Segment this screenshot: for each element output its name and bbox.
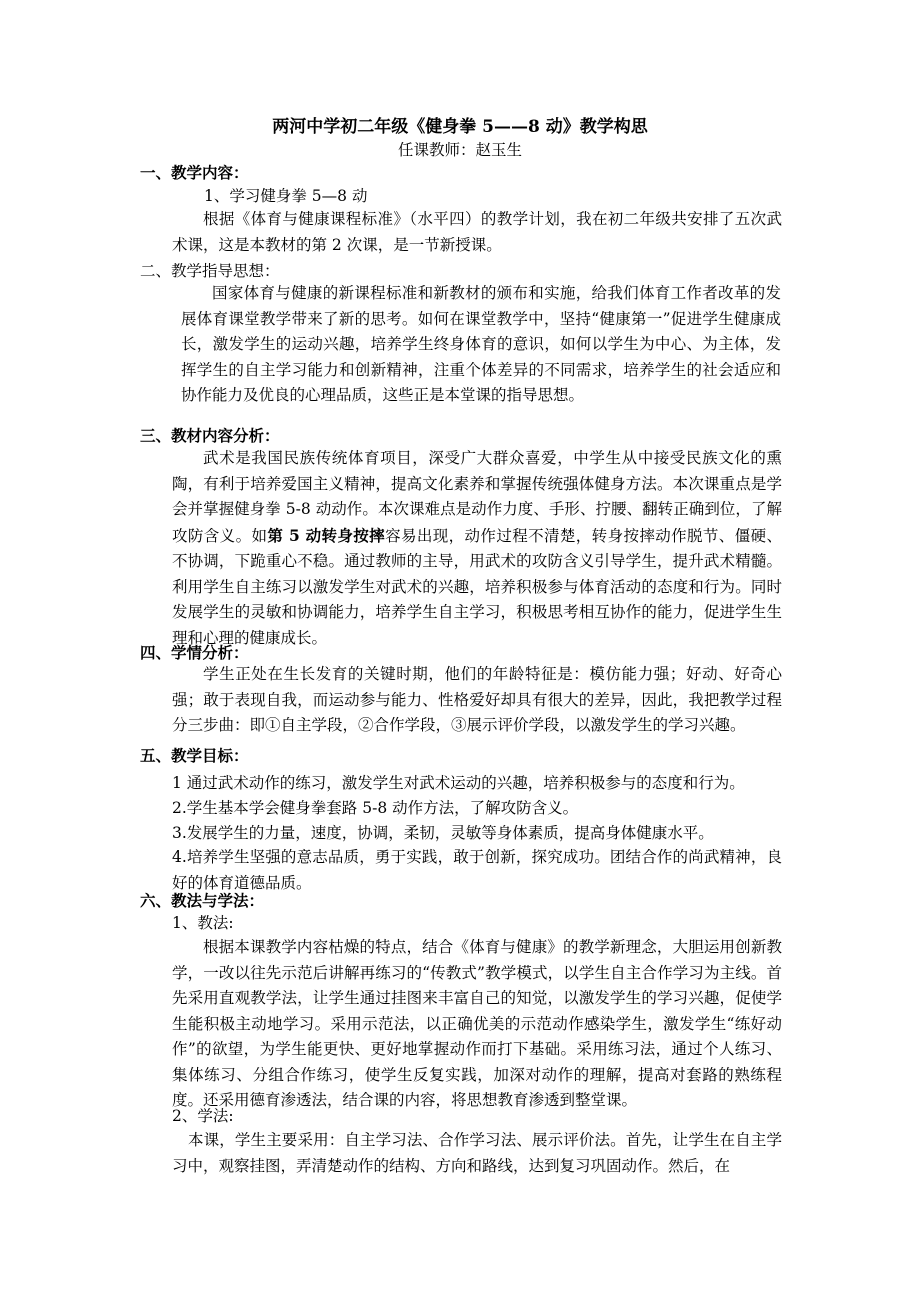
learning-method-paragraph: 本课，学生主要采用：自主学习法、合作学习法、展示评价法。首先，让学生在自主学习中，观察挂图，弄清楚动作的结构、方向和路线，达到复习巩固动作。然后，在 (172, 1131, 782, 1175)
section-3-heading: 三、教材内容分析： (140, 426, 280, 445)
section-3-paragraph (172, 446, 782, 651)
section-4-paragraph: 学生正处在生长发育的关键时期，他们的年龄特征是：模仿能力强；好动、好奇心强；敢于表现自我，而运动参与能力、性格爱好却具有很大的差异，因此，我把教学过程分三步曲：即①自主学段，②合作学段，③展示评价学段，以激发学生的学习兴趣。 (172, 665, 782, 734)
section-1-heading: 一、教学内容： (140, 163, 249, 182)
section-4-heading: 四、学情分析： (140, 643, 249, 662)
section-1-item: 1、学习健身拳 5—8 动 (204, 187, 368, 205)
subsection-teaching-method: 1、教法: (172, 914, 234, 932)
section-2-heading: 二、教学指导思想： (140, 262, 280, 280)
section-1-paragraph: 根据《体育与健康课程标准》（水平四）的教学计划，我在初二年级共安排了五次武术课，这是本教材的第 2 次课，是一节新授课。 (172, 210, 782, 254)
section-5-heading: 五、教学目标： (140, 746, 249, 765)
teacher-line: 任课教师：赵玉生 (397, 141, 522, 159)
section-3-text-b: 容易出现，动作过程不清楚，转身按摔动作脱节、僵硬、不协调，下跪重心不稳。通过教师的主导，用武术的攻防含义引导学生，提升武术精髓。利用学生自主练习以激发学生对武术的兴趣，培养积极参与体育活动的态度和行为。同时发展学生的灵敏和协调能力，培养学生自主学习，积极思考相互协作的能力，促进学生生理和心理的健康成长。 (172, 526, 782, 647)
goal-item: 2.学生基本学会健身拳套路 5-8 动作方法，了解攻防含义。 (172, 799, 579, 817)
teaching-method-paragraph: 根据本课教学内容枯燥的特点，结合《体育与健康》的教学新理念，大胆运用创新教学，一改以往先示范后讲解再练习的“传教式”教学模式，以学生自主合作学习为主线。首先采用直观教学法，让学生通过挂图来丰富自己的知觉，以激发学生的学习兴趣，促使学生能积极主动地学习。采用示范法，以正确优美的示范动作感染学生，激发学生“练好动作”的欲望，为学生能更快、更好地掌握动作而打下基础。采用练习法，通过个人练习、集体练习、分组合作练习，使学生反复实践，加深对动作的理解，提高对套路的熟练程度。还采用德育渗透法，结合课的内容，将思想教育渗透到整堂课。 (172, 938, 782, 1109)
section-6-heading: 六、教法与学法： (140, 891, 265, 910)
goal-item: 3.发展学生的力量，速度，协调，柔韧，灵敏等身体素质，提高身体健康水平。 (172, 824, 714, 842)
subsection-learning-method: 2、学法: (172, 1107, 234, 1125)
section-3-bold-term: 第 5 动转身按摔 (267, 525, 386, 545)
section-2-paragraph: 国家体育与健康的新课程标准和新教材的颁布和实施，给我们体育工作者改革的发展体育课堂教学带来了新的思考。如何在课堂教学中，坚持“健康第一”促进学生健康成长，激发学生的运动兴趣，培养学生终身体育的意识，如何以学生为中心、为主体，发挥学生的自主学习能力和创新精神，注重个体差异的不同需求，培养学生的社会适应和协作能力及优良的心理品质，这些正是本堂课的指导思想。 (181, 284, 781, 404)
goal-item: 4.培养学生坚强的意志品质，勇于实践，敢于创新，探究成功。团结合作的尚武精神，良好的体育道德品质。 (172, 848, 782, 892)
goal-item: 1 通过武术动作的练习，激发学生对武术运动的兴趣，培养积极参与的态度和行为。 (172, 774, 745, 792)
section-3-text-a: 武术是我国民族传统体育项目，深受广大群众喜爱，中学生从中接受民族文化的熏陶，有利于培养爱国主义精神，提高文化素养和掌握传统强体健身方法。本次课重点是学会并掌握健身拳 5-8 动动作。本次课难点是动作力度、手形、拧腰、翻转正确到位，了解攻防含义。如 (172, 449, 782, 545)
document-title: 两河中学初二年级《健身拳 5——8 动》教学构思 (272, 117, 648, 137)
